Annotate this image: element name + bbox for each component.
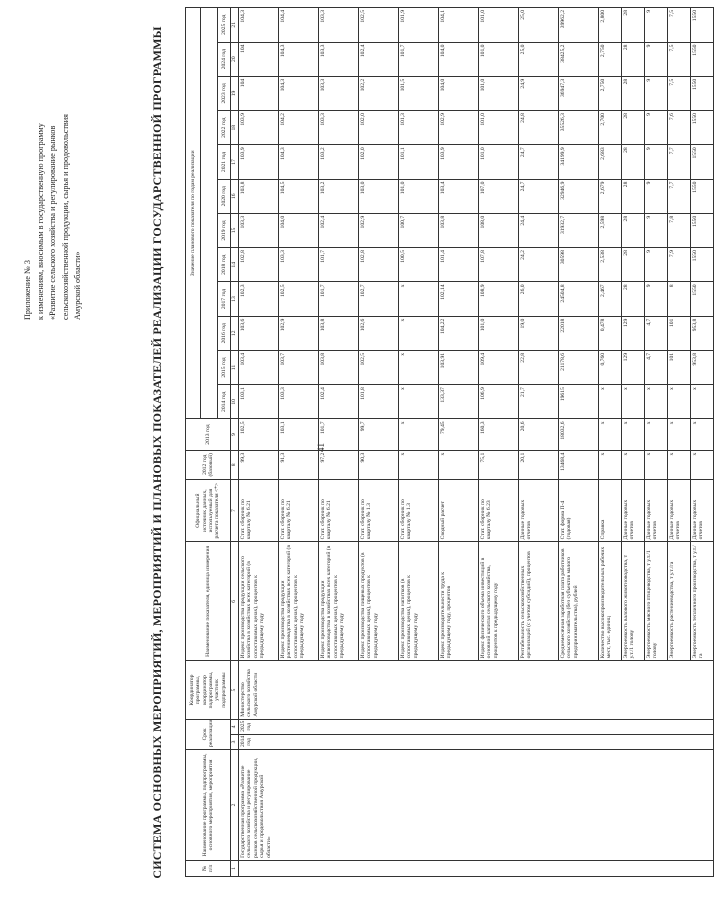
value-cell: 7,7: [668, 179, 691, 213]
value-cell: 103,2: [319, 145, 359, 179]
appendix-line: «Развитие сельского хозяйства и регулирование рынков: [48, 125, 58, 320]
header-year: 2020 год: [218, 179, 231, 213]
value-cell: 104,2: [279, 111, 319, 145]
value-2012-cell: 99,3: [239, 450, 279, 479]
value-cell: 7,5: [668, 42, 691, 76]
value-cell: 102,9: [439, 111, 479, 145]
source-cell: Стат. сборник по кварталу № 1.3: [359, 479, 399, 541]
value-cell: 21,7: [519, 385, 559, 419]
column-number: 3: [231, 734, 239, 749]
source-cell: Стат. сборник по кварталу № 6.21: [319, 479, 359, 541]
value-cell: 102,9: [359, 213, 399, 247]
value-2013-cell: x: [691, 419, 714, 450]
indicator-cell: Рентабельность сельскохозяйственных организаций (с учетом субсидий), процентов: [519, 542, 559, 661]
value-cell: 32946,9: [559, 179, 599, 213]
appendix-line: Амурской области»: [73, 251, 83, 320]
value-cell: 103,2: [319, 179, 359, 213]
source-cell: Данные годовых отчетов: [645, 479, 668, 541]
program-end: 2025 год: [239, 719, 714, 734]
value-cell: 101,0: [479, 145, 519, 179]
value-cell: 21178,6: [559, 350, 599, 384]
appendix-line: Приложение № 3: [23, 260, 32, 320]
value-cell: 108,9: [479, 282, 519, 316]
value-cell: x: [668, 385, 691, 419]
value-cell: 107,8: [479, 248, 519, 282]
column-number: 11: [231, 350, 239, 384]
source-cell: Стат. сборник по кварталу № 6.21: [279, 479, 319, 541]
value-2012-cell: 13468,4: [559, 450, 599, 479]
value-cell: 104,5: [279, 179, 319, 213]
header-year: 2014 год: [218, 385, 231, 419]
value-cell: 8: [668, 282, 691, 316]
value-2013-cell: 79,45: [439, 419, 479, 450]
value-cell: 103,4: [439, 179, 479, 213]
indicator-cell: Индекс производства продукции животноводства в хозяйствах всех категорий (в сопоставимых ценах), процентов к предыдущему году: [319, 542, 359, 661]
value-cell: 2,679: [599, 179, 622, 213]
value-2013-cell: 160,3: [479, 419, 519, 450]
column-number: 5: [231, 661, 239, 719]
value-cell: 2,700: [599, 111, 622, 145]
column-number: 6: [231, 542, 239, 661]
value-cell: 7,6: [668, 111, 691, 145]
source-cell: Сводный расчет: [439, 479, 479, 541]
column-number: 8: [231, 450, 239, 479]
value-cell: 0,760: [599, 350, 622, 384]
value-cell: 101,7: [319, 248, 359, 282]
value-cell: 104,0: [439, 42, 479, 76]
value-cell: 7,8: [668, 213, 691, 247]
value-cell: 1550: [691, 248, 714, 282]
value-cell: 101,1: [399, 145, 439, 179]
program-start: 2014 год: [239, 734, 714, 749]
value-cell: 102,8: [359, 248, 399, 282]
value-cell: 103,0: [359, 179, 399, 213]
page-number: 41: [316, 443, 326, 452]
value-cell: 953,8: [691, 350, 714, 384]
appendix-line: к изменениям, вносимым в государственную программу: [35, 123, 45, 320]
value-cell: 24504,8: [559, 282, 599, 316]
value-cell: 28: [622, 145, 645, 179]
indicator-cell: Среднемесячная заработная плата работников сельского хозяйства (без субъектов малого предпринимательства), рублей: [559, 542, 599, 661]
value-2012-cell: 90,3: [359, 450, 399, 479]
value-cell: 7,5: [668, 8, 691, 43]
value-cell: 2,750: [599, 76, 622, 110]
value-cell: 103,6: [239, 316, 279, 350]
value-cell: 1550: [691, 213, 714, 247]
value-cell: 103,3: [239, 213, 279, 247]
value-2012-cell: 75,1: [479, 450, 519, 479]
source-cell: Стат. сборник по кварталу № 6.21: [239, 479, 279, 541]
value-cell: x: [399, 385, 439, 419]
column-number: 9: [231, 419, 239, 450]
indicator-cell: Индекс производства продукции сельского хозяйства в хозяйствах всех категорий (в сопоставимых ценах), процентов к предыдущему году: [239, 542, 279, 661]
value-cell: 103,1: [239, 385, 279, 419]
value-cell: 4,7: [645, 316, 668, 350]
appendix-line: сельскохозяйственной продукции, сырья и продовольствия: [60, 114, 70, 320]
value-cell: 101: [668, 350, 691, 384]
value-2012-cell: 97,2: [319, 450, 359, 479]
value-cell: 107,0: [479, 179, 519, 213]
value-cell: 101,4: [439, 248, 479, 282]
value-cell: 129: [622, 350, 645, 384]
value-cell: 102,6: [359, 316, 399, 350]
value-2013-cell: x: [622, 419, 645, 450]
value-cell: 100,7: [399, 213, 439, 247]
header-year: 2018 год: [218, 248, 231, 282]
value-cell: 104: [239, 76, 279, 110]
value-cell: 2,467: [599, 282, 622, 316]
value-cell: 101,0: [479, 8, 519, 43]
value-cell: 9: [645, 248, 668, 282]
value-cell: 103,9: [239, 145, 279, 179]
value-cell: 28: [622, 111, 645, 145]
value-cell: 9: [645, 213, 668, 247]
header-year: 2015 год: [218, 350, 231, 384]
value-cell: 1550: [691, 8, 714, 43]
value-cell: 102,4: [319, 385, 359, 419]
column-number: 15: [231, 213, 239, 247]
value-cell: 24,2: [519, 248, 559, 282]
value-cell: 101,5: [399, 76, 439, 110]
header-source: Официальный источник данных, используемый для расчета показателя <*>: [186, 479, 231, 541]
appendix-note: [22, 20, 85, 320]
column-number: 18: [231, 111, 239, 145]
value-cell: 25,0: [519, 8, 559, 43]
value-cell: 9: [645, 76, 668, 110]
value-cell: 24,7: [519, 145, 559, 179]
column-number: 12: [231, 316, 239, 350]
value-cell: 9: [645, 282, 668, 316]
value-2013-cell: x: [668, 419, 691, 450]
value-2012-cell: x: [599, 450, 622, 479]
value-cell: 133,37: [439, 385, 479, 419]
value-cell: 2,598: [599, 213, 622, 247]
value-cell: 101,7: [319, 282, 359, 316]
value-cell: 34199,9: [559, 145, 599, 179]
source-cell: Стат. форма П-4 (годовая): [559, 479, 599, 541]
value-cell: 1550: [691, 282, 714, 316]
value-cell: 25,0: [519, 42, 559, 76]
document-title: СИСТЕМА ОСНОВНЫХ МЕРОПРИЯТИЙ, МЕРОПРИЯТИЙ И ПЛАНОВЫХ ПОКАЗАТЕЛЕЙ РЕАЛИЗАЦИИ ГОСУДАРСТВЕННОЙ ПРОГРАММЫ: [150, 26, 164, 879]
header-year: 2017 год: [218, 282, 231, 316]
value-cell: 102,5: [359, 350, 399, 384]
header-year: 2025 год: [218, 8, 231, 43]
header-name: Наименование программы, подпрограммы, основного мероприятия, мероприятия: [186, 750, 231, 861]
value-cell: x: [399, 350, 439, 384]
value-cell: 103,3: [319, 42, 359, 76]
value-cell: 103,9: [439, 145, 479, 179]
column-number: 16: [231, 179, 239, 213]
value-cell: 24,9: [519, 76, 559, 110]
value-cell: 102,2: [359, 76, 399, 110]
value-cell: 7,9: [668, 248, 691, 282]
column-number: 19: [231, 76, 239, 110]
value-cell: 104,3: [279, 42, 319, 76]
value-cell: 953,8: [691, 316, 714, 350]
source-cell: Данные годовых отчетов: [519, 479, 559, 541]
value-2013-cell: 99,7: [359, 419, 399, 450]
value-cell: 103,3: [319, 8, 359, 43]
indicator-cell: Индекс производства пищевых продуктов (в сопоставимых ценах), процентов к предыдущему году: [359, 542, 399, 661]
value-cell: 1550: [691, 42, 714, 76]
value-cell: 104,3: [279, 145, 319, 179]
value-cell: 2,538: [599, 248, 622, 282]
value-cell: 2,800: [599, 8, 622, 43]
value-cell: 101,0: [399, 179, 439, 213]
source-cell: Данные годовых отчетов: [622, 479, 645, 541]
header-coordinator: Координатор программы, координатор подпрограммы, участник подпрограммы: [186, 661, 231, 719]
value-2013-cell: x: [599, 419, 622, 450]
value-cell: 0,478: [599, 316, 622, 350]
value-cell: 101,0: [479, 76, 519, 110]
value-2012-cell: 20,1: [519, 450, 559, 479]
value-2012-cell: x: [622, 450, 645, 479]
value-cell: 28: [622, 213, 645, 247]
indicator-cell: Индекс производительности труда к предыдущему году, процентов: [439, 542, 479, 661]
value-cell: 109,4: [479, 350, 519, 384]
value-cell: x: [645, 385, 668, 419]
value-cell: 28: [622, 179, 645, 213]
row-number: [239, 860, 714, 876]
value-cell: x: [399, 282, 439, 316]
value-2012-cell: x: [399, 450, 439, 479]
value-2012-cell: 91,3: [279, 450, 319, 479]
value-cell: 102,0: [359, 111, 399, 145]
value-cell: 103,91: [439, 350, 479, 384]
value-cell: 106,9: [479, 385, 519, 419]
value-cell: 103,3: [319, 76, 359, 110]
value-cell: 26,0: [519, 282, 559, 316]
column-number: 17: [231, 145, 239, 179]
value-cell: 38425,2: [559, 42, 599, 76]
value-cell: 35526,3: [559, 111, 599, 145]
value-cell: 129: [622, 316, 645, 350]
header-planned: Значение планового показателя по годам реализации: [186, 8, 201, 419]
value-cell: 24,4: [519, 213, 559, 247]
value-2012-cell: x: [668, 450, 691, 479]
table-body: [239, 8, 714, 877]
value-cell: 102,4: [319, 213, 359, 247]
value-cell: 103,3: [279, 248, 319, 282]
source-cell: Стат. сборник по кварталу № 1.3: [399, 479, 439, 541]
value-cell: 103,8: [319, 350, 359, 384]
value-cell: 19,0: [519, 316, 559, 350]
value-cell: 103,7: [279, 350, 319, 384]
header-year: 2023 год: [218, 76, 231, 110]
value-cell: 102,8: [239, 248, 279, 282]
value-cell: 1550: [691, 76, 714, 110]
header-indicator: Наименование показателя, единица измерения: [186, 542, 231, 661]
indicators-table: [185, 7, 714, 877]
value-2013-cell: 101,7: [319, 419, 359, 450]
value-cell: 9: [645, 8, 668, 43]
value-cell: x: [622, 385, 645, 419]
value-cell: 9: [645, 42, 668, 76]
value-cell: 101,0: [479, 111, 519, 145]
value-cell: 102,0: [359, 145, 399, 179]
value-cell: 7,7: [668, 145, 691, 179]
header-year: 2022 год: [218, 111, 231, 145]
value-cell: 30598: [559, 248, 599, 282]
value-cell: x: [599, 385, 622, 419]
table-row: [239, 8, 279, 877]
value-2012-cell: x: [645, 450, 668, 479]
header-2013: 2013 год: [186, 419, 231, 450]
value-cell: 102,4: [359, 42, 399, 76]
column-number: 10: [231, 385, 239, 419]
program-name-cell: Государственная программа «Развитие сельского хозяйства и регулирование рынков сельскохозяйственной продукции, сырья и продовольствия Амурской области»: [239, 750, 714, 861]
value-cell: 104,1: [439, 8, 479, 43]
value-cell: 28: [622, 282, 645, 316]
value-2013-cell: 102,5: [239, 419, 279, 450]
value-cell: 104,0: [279, 213, 319, 247]
column-number: 14: [231, 248, 239, 282]
column-number: 7: [231, 479, 239, 541]
column-number: 4: [231, 719, 239, 734]
value-cell: 102,3: [239, 282, 279, 316]
program-coordinator: Министерство сельского хозяйства Амурской области: [239, 661, 714, 719]
value-cell: 9: [645, 111, 668, 145]
indicator-cell: Энергоемкость тепличного производства, т у.т./га: [691, 542, 714, 661]
indicator-cell: Индекс производства напитков (в сопоставимых ценах), процентов к предыдущему году: [399, 542, 439, 661]
column-number: 2: [231, 750, 239, 861]
value-cell: 104,3: [239, 8, 279, 43]
value-2012-cell: x: [439, 450, 479, 479]
value-cell: 22018: [559, 316, 599, 350]
value-cell: 31932,7: [559, 213, 599, 247]
indicator-cell: Энергоемкость растениеводства, т у.т./га: [668, 542, 691, 661]
value-cell: 24,8: [519, 111, 559, 145]
value-2013-cell: x: [645, 419, 668, 450]
source-cell: Данные годовых отчетов: [668, 479, 691, 541]
value-cell: 101,8: [359, 385, 399, 419]
value-cell: 19615: [559, 385, 599, 419]
value-cell: 102,14: [439, 282, 479, 316]
value-cell: 102,5: [279, 282, 319, 316]
value-cell: 102,5: [359, 8, 399, 43]
value-cell: 24,7: [519, 179, 559, 213]
indicator-cell: Количество высокопроизводительных рабочих мест, тыс. единиц: [599, 542, 622, 661]
value-cell: 101,9: [399, 8, 439, 43]
header-num: № п/п: [186, 860, 231, 876]
value-2013-cell: 18032,6: [559, 419, 599, 450]
value-cell: 104,3: [279, 76, 319, 110]
value-2013-cell: 20,6: [519, 419, 559, 450]
value-2013-cell: x: [399, 419, 439, 450]
value-cell: 28: [622, 248, 645, 282]
value-cell: 1550: [691, 111, 714, 145]
value-cell: x: [691, 385, 714, 419]
value-cell: 104,0: [439, 76, 479, 110]
value-cell: 103,4: [239, 350, 279, 384]
column-number: 13: [231, 282, 239, 316]
value-cell: 103,8: [439, 213, 479, 247]
value-cell: 101,0: [479, 42, 519, 76]
source-cell: Стат. сборник по кварталу № 6.23: [479, 479, 519, 541]
value-cell: 101,0: [479, 316, 519, 350]
indicator-cell: Энергоемкость валового животноводства, т у.т./1 голову: [622, 542, 645, 661]
value-cell: 104,22: [439, 316, 479, 350]
value-cell: 28: [622, 42, 645, 76]
value-cell: 1550: [691, 179, 714, 213]
value-cell: 28: [622, 76, 645, 110]
value-cell: 2,683: [599, 145, 622, 179]
value-cell: 103,8: [239, 179, 279, 213]
value-cell: 101: [668, 316, 691, 350]
value-cell: 9: [645, 145, 668, 179]
source-cell: Данные годовых отчетов: [691, 479, 714, 541]
indicator-cell: Энергоемкость мясного птицеводства, т у.т./1 голову: [645, 542, 668, 661]
value-cell: 104,4: [279, 8, 319, 43]
table-container: [185, 7, 705, 877]
value-cell: 22,8: [519, 350, 559, 384]
value-cell: 103,9: [239, 111, 279, 145]
value-cell: 102,9: [279, 316, 319, 350]
value-cell: 102,7: [359, 282, 399, 316]
header-year: 2016 год: [218, 316, 231, 350]
value-2013-cell: 103,1: [279, 419, 319, 450]
value-cell: 2,750: [599, 42, 622, 76]
value-cell: 4,7: [645, 350, 668, 384]
column-numbers-row: [231, 8, 239, 877]
column-number: 20: [231, 42, 239, 76]
value-cell: x: [399, 316, 439, 350]
header-term: Срок реализации: [186, 719, 231, 749]
value-cell: 39962,2: [559, 8, 599, 43]
indicator-cell: Индекс производства продукции растениеводства в хозяйствах всех категорий (в сопоставимых ценах), процентов к предыдущему году: [279, 542, 319, 661]
header-spacer: [201, 8, 218, 419]
value-cell: 100,5: [399, 248, 439, 282]
header-year: 2024 год: [218, 42, 231, 76]
header-year: 2019 год: [218, 213, 231, 247]
value-cell: 101,7: [399, 42, 439, 76]
value-cell: 1550: [691, 145, 714, 179]
value-cell: 28: [622, 8, 645, 43]
value-cell: 103,3: [279, 385, 319, 419]
column-number: 21: [231, 8, 239, 43]
value-cell: 104: [239, 42, 279, 76]
header-year: 2021 год: [218, 145, 231, 179]
value-cell: 7,5: [668, 76, 691, 110]
column-number: 1: [231, 860, 239, 876]
value-cell: 36947,3: [559, 76, 599, 110]
source-cell: Справка: [599, 479, 622, 541]
value-cell: 103,8: [319, 316, 359, 350]
value-cell: 9: [645, 179, 668, 213]
indicator-cell: Индекс физического объема инвестиций в основной капитал сельского хозяйства, процентов к предыдущему году: [479, 542, 519, 661]
value-cell: 103,3: [319, 111, 359, 145]
value-cell: 101,3: [399, 111, 439, 145]
header-2012: 2012 год (базовый): [186, 450, 231, 479]
value-cell: 108,0: [479, 213, 519, 247]
value-2012-cell: x: [691, 450, 714, 479]
